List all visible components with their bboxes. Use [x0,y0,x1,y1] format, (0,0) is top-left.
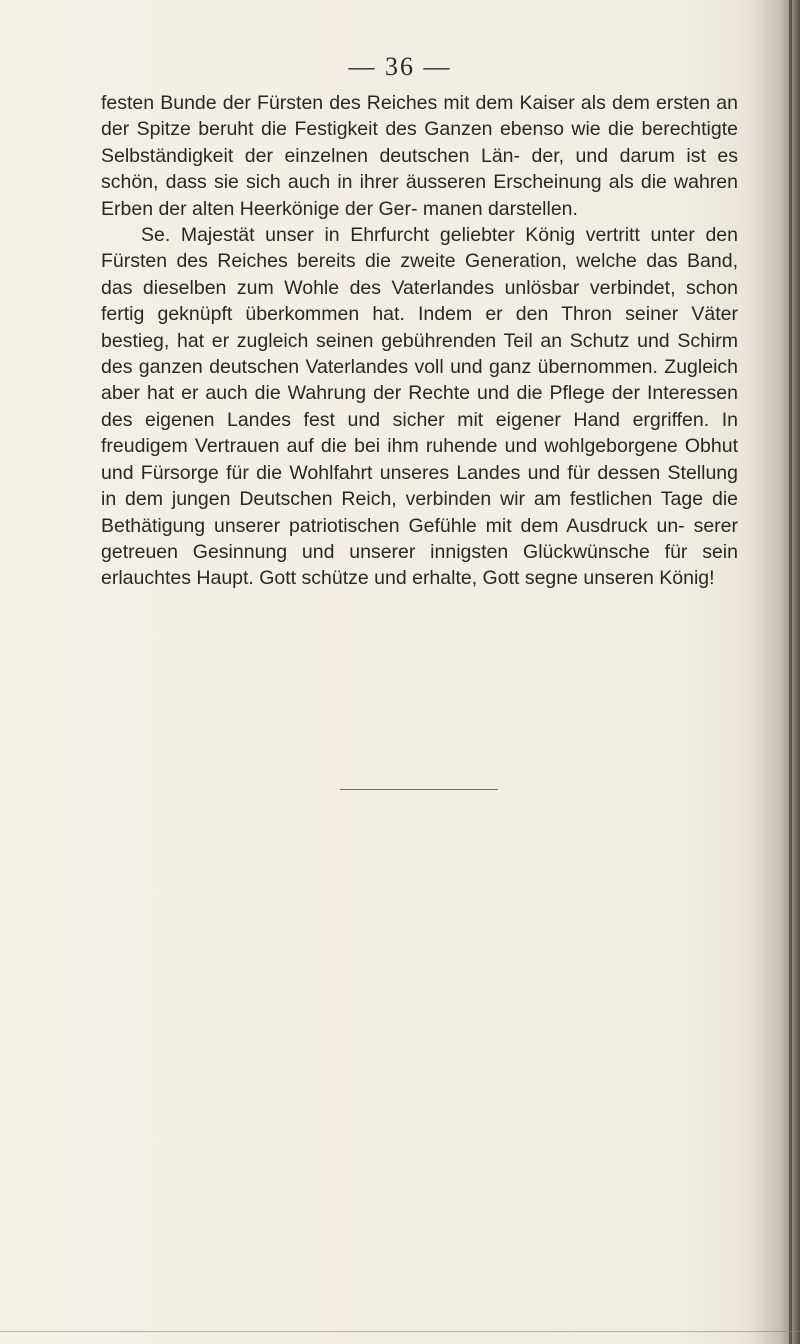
binding-edge [789,0,792,1344]
paragraph-2: Se. Majestät unser in Ehrfurcht geliebter König vertritt unter den Fürsten des Reiches bereits die zweite Generation, welche das Band, das dieselben zum Wohle des Vaterlandes unlösbar verbindet, schon fertig geknüpft überkommen hat. Indem er den Thron seiner Väter bestieg, hat er zugleich seinen gebührenden Teil an Schutz und Schirm des ganzen deutschen Vaterlandes voll und ganz übernommen. Zugleich aber hat er auch die Wahrung der Rechte und die Pflege der Interessen des eigenen Landes fest und sicher mit eigener Hand ergriffen. In freudigem Vertrauen auf die bei ihm ruhende und wohlgeborgene Obhut und Fürsorge für die Wohlfahrt unseres Landes und für dessen Stellung in dem jungen Deutschen Reich, verbinden wir am festlichen Tage die Bethätigung unserer patriotischen Gefühle mit dem Ausdruck un- serer getreuen Gesinnung und unserer innigsten Glückwünsche für sein erlauchtes Haupt. Gott schütze und erhalte, Gott segne unseren König! [101,224,738,590]
paragraph-1: festen Bunde der Fürsten des Reiches mit dem Kaiser als dem ersten an der Spitze beruht die Festigkeit des Ganzen ebenso wie die berechtigte Selbständigkeit der einzelnen deutschen Län- der, und darum ist es schön, dass sie sich auch in ihrer äusseren Erscheinung als die wahren Erben der alten Heerkönige der Ger- manen darstellen. [101,92,738,220]
page-edge-shadow [754,0,800,1344]
page-bottom-edge [0,1331,800,1332]
page-number: — 36 — [348,52,452,81]
body-text [101,90,738,592]
section-divider [340,789,498,790]
